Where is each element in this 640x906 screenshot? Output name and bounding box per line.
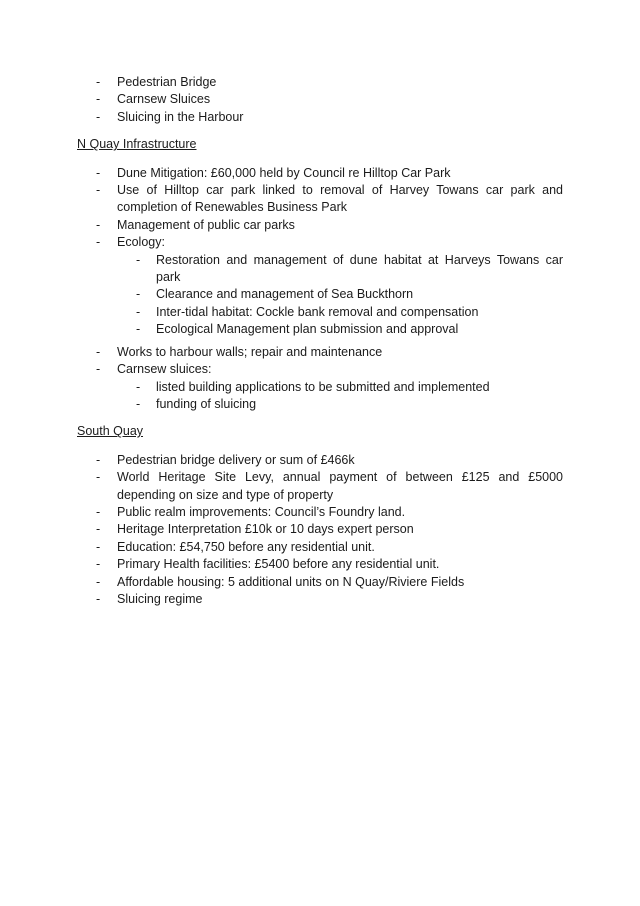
dash-bullet: - xyxy=(96,344,101,359)
list-item-text: Public realm improvements: Council’s Foundry land. xyxy=(117,504,406,519)
list-item-text: Use of Hilltop car park linked to removal of Harvey Towans car park and completion of Renewables Business Park xyxy=(117,183,563,215)
list-item xyxy=(96,556,563,573)
list-item-text: Works to harbour walls; repair and maintenance xyxy=(117,344,383,359)
list-item-text: Clearance and management of Sea Buckthorn xyxy=(156,287,414,302)
document-section xyxy=(77,423,563,608)
list-item xyxy=(96,217,563,234)
dash-bullet: - xyxy=(96,75,101,89)
list-item xyxy=(96,521,563,538)
list-item xyxy=(96,539,563,556)
list-item xyxy=(96,344,563,361)
list-item-text: Primary Health facilities: £5400 before any residential unit. xyxy=(117,557,440,572)
list-item-text: Ecological Management plan submission and approval xyxy=(156,322,459,337)
dash-bullet: - xyxy=(96,362,101,377)
list-item-text: Heritage Interpretation £10k or 10 days expert person xyxy=(117,522,414,537)
list-item xyxy=(96,165,563,182)
dash-bullet: - xyxy=(96,574,101,589)
list-item xyxy=(96,591,563,608)
dash-bullet: - xyxy=(136,304,141,319)
list-item-text: Dune Mitigation: £60,000 held by Council re Hilltop Car Park xyxy=(117,165,451,180)
list-item-text: Inter-tidal habitat: Cockle bank removal and compensation xyxy=(156,304,479,319)
list-item-text: Pedestrian bridge delivery or sum of £466k xyxy=(117,452,355,467)
dash-bullet: - xyxy=(96,470,101,485)
list-item xyxy=(136,321,563,338)
list-item-text: Sluicing regime xyxy=(117,591,203,606)
list-item xyxy=(96,91,563,108)
list-item-text: Ecology: xyxy=(117,235,165,250)
section-heading: South Quay xyxy=(77,424,144,439)
list-item xyxy=(136,379,563,396)
list-item-text: Carnsew Sluices xyxy=(117,92,211,107)
list-item xyxy=(96,469,563,504)
list-item xyxy=(136,252,563,287)
dash-bullet: - xyxy=(96,92,101,107)
list-item-text: Carnsew sluices: xyxy=(117,362,212,377)
list-item xyxy=(96,234,563,338)
dash-bullet: - xyxy=(136,379,141,394)
bullet-list xyxy=(96,165,563,414)
list-item xyxy=(96,74,563,91)
list-item-text: Education: £54,750 before any residential unit. xyxy=(117,539,375,554)
list-item-text: funding of sluicing xyxy=(156,396,257,411)
list-item-text: World Heritage Site Levy, annual payment of between £125 and £5000 depending on size and type of property xyxy=(117,470,563,502)
dash-bullet: - xyxy=(96,235,101,250)
dash-bullet: - xyxy=(96,165,101,180)
list-item xyxy=(136,304,563,321)
list-item-text: Affordable housing: 5 additional units on N Quay/Riviere Fields xyxy=(117,574,465,589)
dash-bullet: - xyxy=(136,396,141,411)
list-item xyxy=(96,109,563,126)
sub-bullet-list xyxy=(136,252,563,339)
list-item xyxy=(96,182,563,217)
bullet-list xyxy=(96,74,563,126)
dash-bullet: - xyxy=(96,504,101,519)
dash-bullet: - xyxy=(96,539,101,554)
list-item xyxy=(136,286,563,303)
dash-bullet: - xyxy=(96,109,101,124)
list-item-text: Management of public car parks xyxy=(117,217,295,232)
dash-bullet: - xyxy=(96,217,101,232)
dash-bullet: - xyxy=(96,452,101,467)
list-item-text: listed building applications to be submitted and implemented xyxy=(156,379,490,394)
sub-bullet-list xyxy=(136,379,563,414)
list-item xyxy=(136,396,563,413)
list-item-text: Restoration and management of dune habitat at Harveys Towans car park xyxy=(156,252,563,285)
dash-bullet: - xyxy=(96,591,101,606)
dash-bullet: - xyxy=(96,557,101,572)
dash-bullet: - xyxy=(136,287,141,302)
bullet-list xyxy=(96,452,563,609)
dash-bullet: - xyxy=(136,252,141,267)
list-item-text: Sluicing in the Harbour xyxy=(117,109,244,124)
list-item-text: Pedestrian Bridge xyxy=(117,75,217,89)
document-section xyxy=(77,136,563,413)
dash-bullet: - xyxy=(96,522,101,537)
dash-bullet: - xyxy=(136,322,141,337)
list-item xyxy=(96,361,563,413)
document-content xyxy=(77,74,563,608)
list-item xyxy=(96,452,563,469)
list-item xyxy=(96,574,563,591)
dash-bullet: - xyxy=(96,183,101,198)
section-heading: N Quay Infrastructure xyxy=(77,137,197,152)
list-item xyxy=(96,504,563,521)
